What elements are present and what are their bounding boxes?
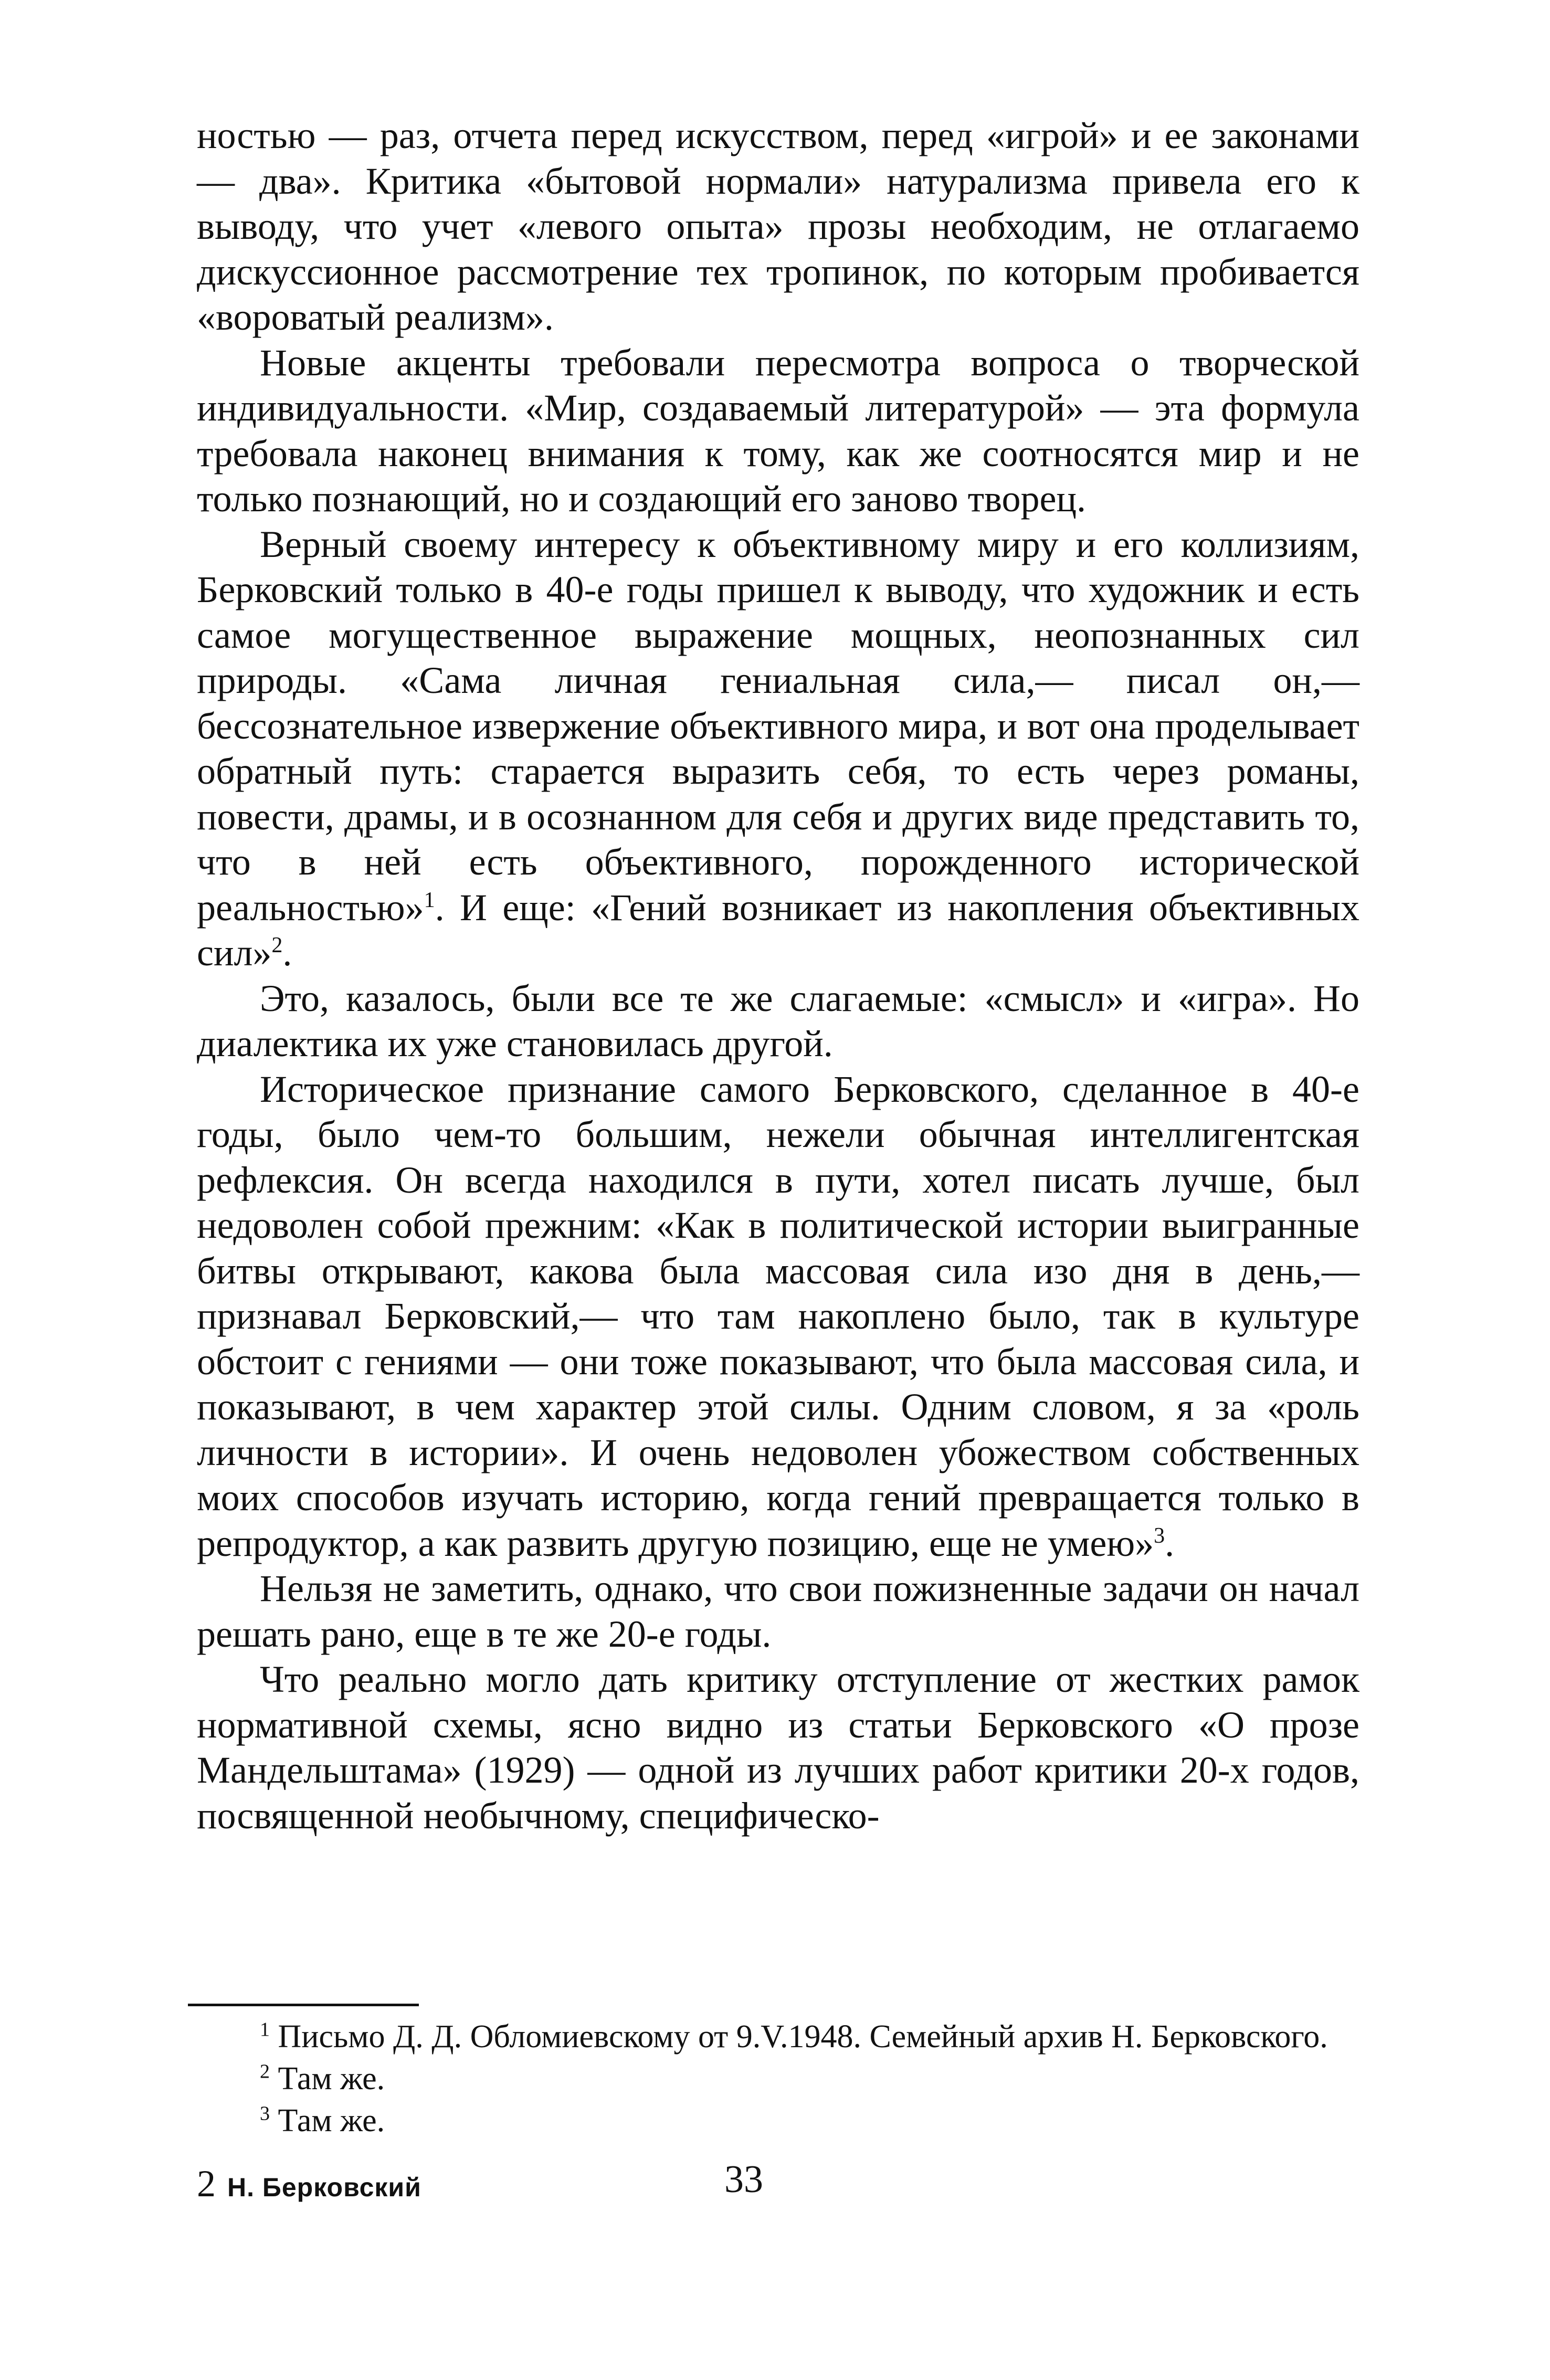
printer-signature <box>197 2163 421 2208</box>
signature-name: Н. Берковский <box>227 2173 421 2202</box>
signature-number: 2 <box>197 2163 216 2205</box>
paragraph-2: Новые акценты требовали пересмотра вопроса о творческой индивидуальности. «Мир, создаваемый литературой» — эта формула требовала наконец внимания к тому, как же соотносятся мир и не только познающий, но и создающий его заново творец. <box>197 341 1359 520</box>
paragraph-4: Это, казалось, были все те же слагаемые: «смысл» и «игра». Но диалектика их уже становилась другой. <box>197 977 1359 1065</box>
paragraph-5: Историческое признание самого Берковского, сделанное в 40-е годы, было чем-то большим, нежели обычная интеллигентская рефлексия. Он всегда находился в пути, хотел писать лучше, был недоволен собой прежним: «Как в политической истории выигранные битвы открывают, какова была массовая сила изо дня в день,— признавал Берковский,— что там накоплено было, так в культуре обстоит с гениями — они тоже показывают, что была массовая сила, и показывают, в чем характер этой силы. Одним словом, я за «роль личности в истории». И очень недоволен убожеством собственных моих способов изучать историю, когда гений превращается только в репродуктор, а как развить другую позицию, еще не умею»$^3$. <box>197 1068 1359 1564</box>
paragraph-7: Что реально могло дать критику отступление от жестких рамок нормативной схемы, ясно видно из статьи Берковского «О прозе Мандельштама» (1929) — одной из лучших работ критики 20-х годов, посвященной необычному, специфическо- <box>197 1658 1359 1837</box>
main-text <box>197 113 1359 1838</box>
footnote-2: $^2$ Там же. <box>260 2060 385 2097</box>
footnote-ref-1: 1 <box>424 888 435 912</box>
page-number: 33 <box>724 2158 763 2201</box>
footnote-ref-3: 3 <box>1154 1523 1165 1548</box>
paragraph-3: Верный своему интересу к объективному миру и его коллизиям, Берковский только в 40-е годы пришел к выводу, что художник и есть самое могущественное выражение мощных, неопознанных сил природы. «Сама личная гениальная сила,— писал он,— бессознательное извержение объективного мира, и вот она проделывает обратный путь: старается выразить себя, то есть через романы, повести, драмы, и в осознанном для себя и других виде представить то, что в ней есть объективного, порожденного исторической реальностью»$^1$. И еще: «Гений возникает из накопления объективных сил»$^2$. <box>197 523 1359 974</box>
footnote-1: $^1$ Письмо Д. Д. Обломиевскому от 9.V.1948. Семейный архив Н. Берковского. <box>260 2018 1328 2055</box>
footnote-3: $^3$ Там же. <box>260 2102 385 2139</box>
paragraph-1: ностью — раз, отчета перед искусством, перед «игрой» и ее законами — два». Критика «бытовой нормали» натурализма привела его к выводу, что учет «левого опыта» прозы необходим, не отлагаемо дискуссионное рассмотрение тех тропинок, по которым пробивается «вороватый реализм». <box>197 114 1359 338</box>
footnote-divider <box>188 2004 419 2006</box>
footnote-ref-2: 2 <box>271 933 283 957</box>
footnotes <box>197 2016 1359 2142</box>
paragraph-6: Нельзя не заметить, однако, что свои пожизненные задачи он начал решать рано, еще в те же 20-е годы. <box>197 1567 1359 1655</box>
